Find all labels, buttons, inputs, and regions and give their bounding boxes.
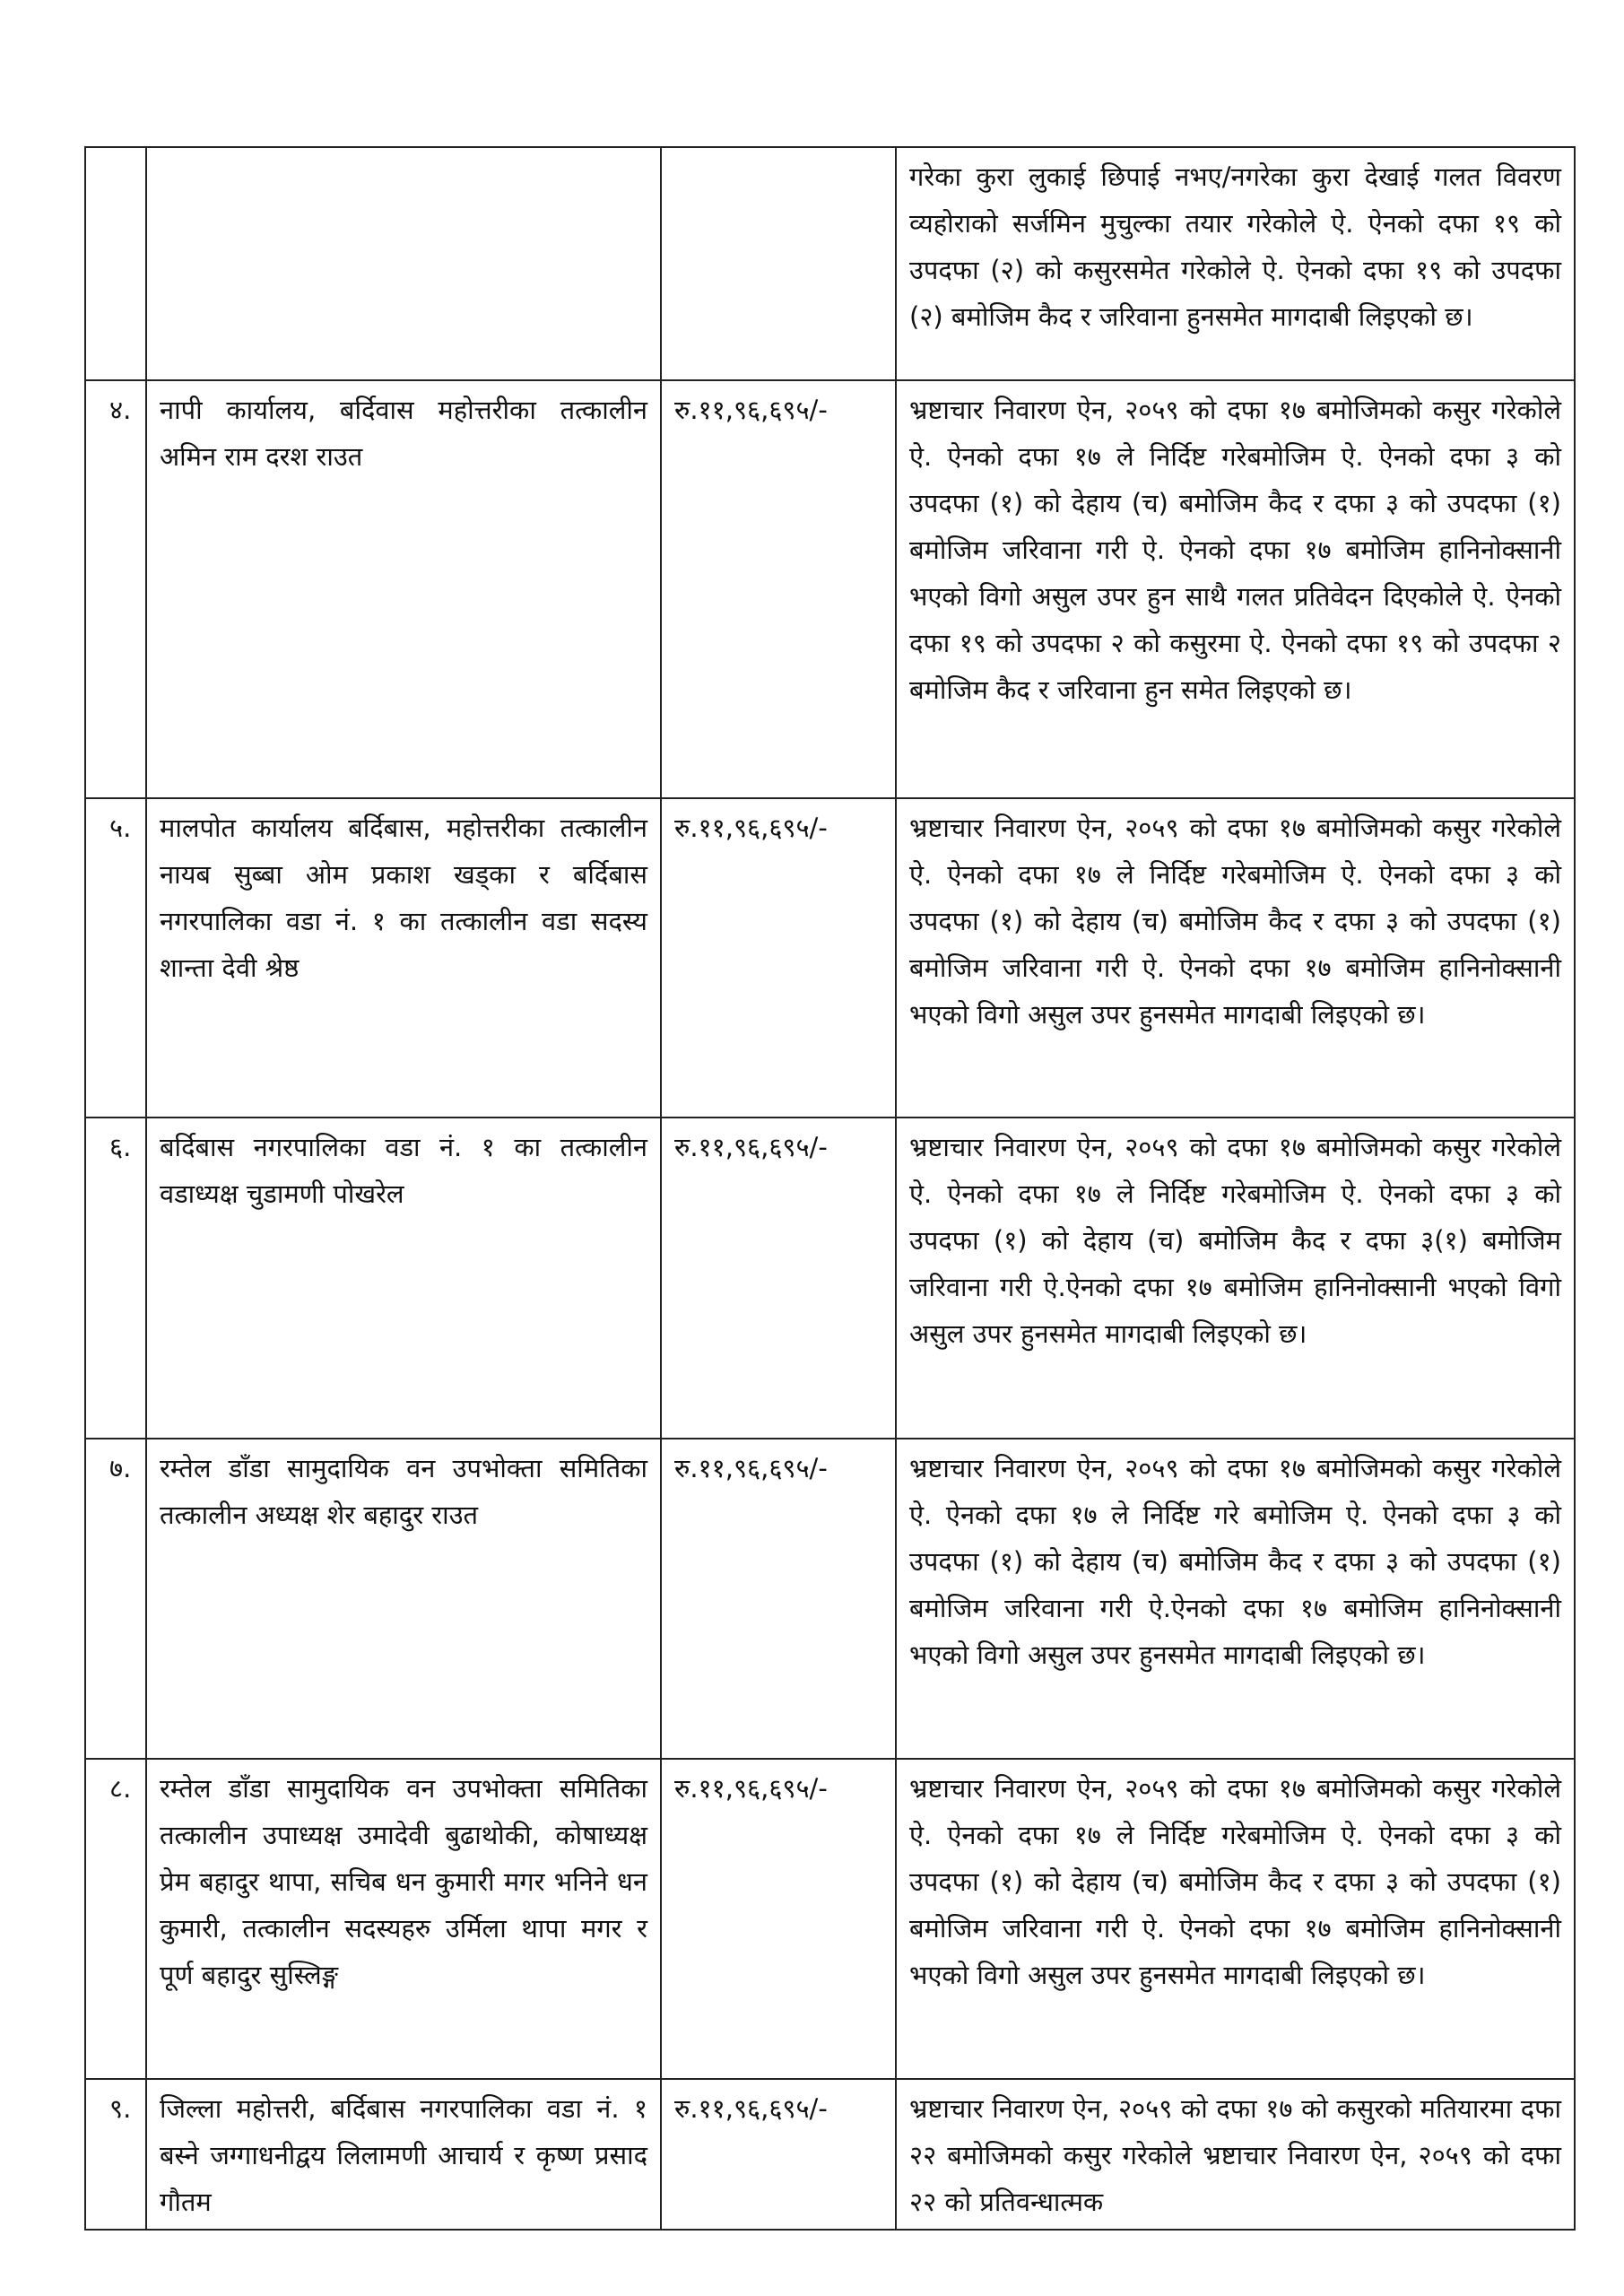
serial-number-cell: ६. (85, 1118, 146, 1439)
serial-number-cell: ९. (85, 2079, 146, 2230)
serial-number-cell: ८. (85, 1759, 146, 2079)
charge-description-cell: गरेका कुरा लुकाई छिपाई नभए/नगरेका कुरा देखाई गलत विवरण व्यहोराको सर्जमिन मुचुल्का तयार गरेकोले ऐ. ऐनको दफा १९ को उपदफा (२) को कसुरसमेत गरेकोले ऐ. ऐनको दफा १९ को उपदफा (२) बमोजिम कैद र जरिवाना हुनसमेत मागदाबी लिइएको छ। (896, 147, 1575, 380)
charge-description-cell: भ्रष्टाचार निवारण ऐन, २०५९ को दफा १७ बमोजिमको कसुर गरेकोले ऐ. ऐनको दफा १७ ले निर्दिष्ट गरेबमोजिम ऐ. ऐनको दफा ३ को उपदफा (१) को देहाय (च) बमोजिम कैद र दफा ३ को उपदफा (१) बमोजिम जरिवाना गरी ऐ. ऐनको दफा १७ बमोजिम हानिनोक्सानी भएको विगो असुल उपर हुनसमेत मागदाबी लिइएको छ। (896, 1759, 1575, 2079)
charge-description-cell: भ्रष्टाचार निवारण ऐन, २०५९ को दफा १७ बमोजिमको कसुर गरेकोले ऐ. ऐनको दफा १७ ले निर्दिष्ट गरे बमोजिम ऐ. ऐनको दफा ३ को उपदफा (१) को देहाय (च) बमोजिम कैद र दफा ३ को उपदफा (१) बमोजिम जरिवाना गरी ऐ.ऐनको दफा १७ बमोजिम हानिनोक्सानी भएको विगो असुल उपर हुनसमेत मागदाबी लिइएको छ। (896, 1439, 1575, 1759)
defendant-cell: रम्तेल डाँडा सामुदायिक वन उपभोक्ता समितिका तत्कालीन उपाध्यक्ष उमादेवी बुढाथोकी, कोषाध्यक्ष प्रेम बहादुर थापा, सचिब धन कुमारी मगर भनिने धन कुमारी, तत्कालीन सदस्यहरु उर्मिला थापा मगर र पूर्ण बहादुर सुस्लिङ्ग (146, 1759, 661, 2079)
serial-number-cell: ७. (85, 1439, 146, 1759)
amount-cell: रु.११,९६,६९५/- (661, 798, 896, 1118)
table-row (85, 1118, 1575, 1439)
amount-cell (661, 147, 896, 380)
defendant-cell: जिल्ला महोत्तरी, बर्दिबास नगरपालिका वडा नं. १ बस्ने जग्गाधनीद्वय लिलामणी आचार्य र कृष्ण प्रसाद गौतम (146, 2079, 661, 2230)
table-row (85, 2079, 1575, 2230)
charge-description-cell: भ्रष्टाचार निवारण ऐन, २०५९ को दफा १७ को कसुरको मतियारमा दफा २२ बमोजिमको कसुर गरेकोले भ्रष्टाचार निवारण ऐन, २०५९ को दफा २२ को प्रतिवन्धात्मक (896, 2079, 1575, 2230)
case-table (84, 146, 1576, 2231)
charge-description-cell: भ्रष्टाचार निवारण ऐन, २०५९ को दफा १७ बमोजिमको कसुर गरेकोले ऐ. ऐनको दफा १७ ले निर्दिष्ट गरेबमोजिम ऐ. ऐनको दफा ३ को उपदफा (१) को देहाय (च) बमोजिम कैद र दफा ३ को उपदफा (१) बमोजिम जरिवाना गरी ऐ. ऐनको दफा १७ बमोजिम हानिनोक्सानी भएको विगो असुल उपर हुन साथै गलत प्रतिवेदन दिएकोले ऐ. ऐनको दफा १९ को उपदफा २ को कसुरमा ऐ. ऐनको दफा १९ को उपदफा २ बमोजिम कैद र जरिवाना हुन समेत लिइएको छ। (896, 380, 1575, 798)
defendant-cell: नापी कार्यालय, बर्दिवास महोत्तरीका तत्कालीन अमिन राम दरश राउत (146, 380, 661, 798)
amount-cell: रु.११,९६,६९५/- (661, 2079, 896, 2230)
serial-number-cell: ४. (85, 380, 146, 798)
amount-cell: रु.११,९६,६९५/- (661, 380, 896, 798)
defendant-cell: बर्दिबास नगरपालिका वडा नं. १ का तत्कालीन वडाध्यक्ष चुडामणी पोखरेल (146, 1118, 661, 1439)
amount-cell: रु.११,९६,६९५/- (661, 1118, 896, 1439)
defendant-cell: मालपोत कार्यालय बर्दिबास, महोत्तरीका तत्कालीन नायब सुब्बा ओम प्रकाश खड्का र बर्दिबास नगरपालिका वडा नं. १ का तत्कालीन वडा सदस्य शान्ता देवी श्रेष्ठ (146, 798, 661, 1118)
defendant-cell: रम्तेल डाँडा सामुदायिक वन उपभोक्ता समितिका तत्कालीन अध्यक्ष शेर बहादुर राउत (146, 1439, 661, 1759)
defendant-cell (146, 147, 661, 380)
amount-cell: रु.११,९६,६९५/- (661, 1439, 896, 1759)
amount-cell: रु.११,९६,६९५/- (661, 1759, 896, 2079)
table-row (85, 1439, 1575, 1759)
table-row (85, 798, 1575, 1118)
table-row (85, 1759, 1575, 2079)
serial-number-cell (85, 147, 146, 380)
table-row (85, 380, 1575, 798)
serial-number-cell: ५. (85, 798, 146, 1118)
charge-description-cell: भ्रष्टाचार निवारण ऐन, २०५९ को दफा १७ बमोजिमको कसुर गरेकोले ऐ. ऐनको दफा १७ ले निर्दिष्ट गरेबमोजिम ऐ. ऐनको दफा ३ को उपदफा (१) को देहाय (च) बमोजिम कैद र दफा ३ को उपदफा (१) बमोजिम जरिवाना गरी ऐ. ऐनको दफा १७ बमोजिम हानिनोक्सानी भएको विगो असुल उपर हुनसमेत मागदाबी लिइएको छ। (896, 798, 1575, 1118)
charge-description-cell: भ्रष्टाचार निवारण ऐन, २०५९ को दफा १७ बमोजिमको कसुर गरेकोले ऐ. ऐनको दफा १७ ले निर्दिष्ट गरेबमोजिम ऐ. ऐनको दफा ३ को उपदफा (१) को देहाय (च) बमोजिम कैद र दफा ३(१) बमोजिम जरिवाना गरी ऐ.ऐनको दफा १७ बमोजिम हानिनोक्सानी भएको विगो असुल उपर हुनसमेत मागदाबी लिइएको छ। (896, 1118, 1575, 1439)
table-row (85, 147, 1575, 380)
